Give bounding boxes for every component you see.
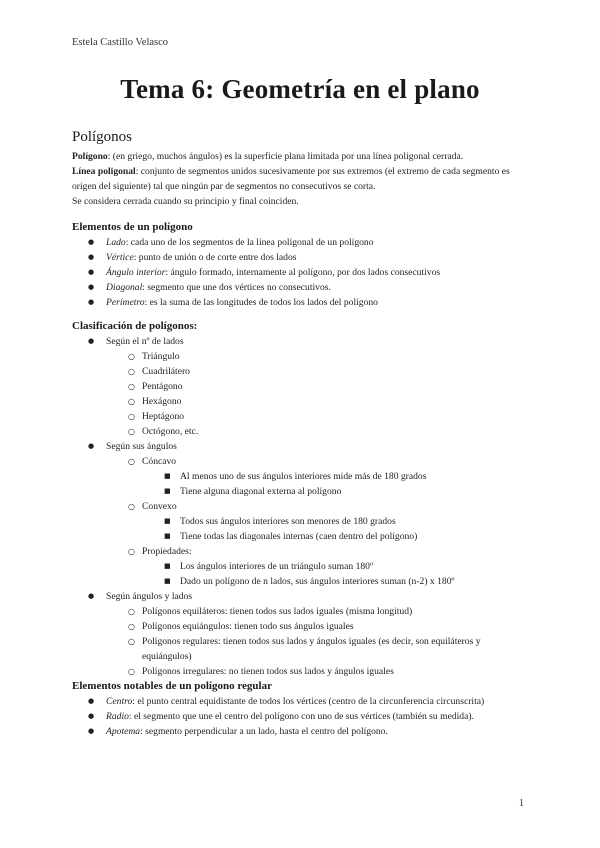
clasificacion-list [72,334,532,679]
lados-sublist [106,349,532,439]
list-item: ○ Pentágono [106,379,532,394]
angulos-lados-sublist [106,604,532,679]
list-item: ○ Propiedades: ■ Los ángulos interiores de un triángulo suman 180º ■ Dado un polígono de n lados, sus ángulos interiores suman (n-2) x 180º [106,544,532,589]
list-item: ● Perímetro: es la suma de las longitudes de todos los lados del polígono [72,295,532,310]
list-item: ■ Al menos uno de sus ángulos interiores mide más de 180 grados [142,469,532,484]
definition-linea-poligonal [72,164,532,194]
list-item: ● Radio: el segmento que une el centro del polígono con uno de sus vértices (también su medida). [72,709,502,724]
list-item: ■ Tiene alguna diagonal externa al polígono [142,484,532,499]
term-poligono: Polígono [72,151,108,162]
list-item: ● Diagonal: segmento que une dos vértices no consecutivos. [72,280,532,295]
convexo-sublist [142,514,532,544]
page-number: 1 [519,798,524,809]
list-item: ○ Triángulo [106,349,532,364]
author-name: Estela Castillo Velasco [72,37,169,48]
list-item: ○ Polígonos regulares: tienen todos sus lados y ángulos iguales (es decir, son equiláteros y equiángulos) [106,634,532,664]
list-item: ○ Octógono, etc. [106,424,532,439]
note-cerrada: Se considera cerrada cuando su principio y final coinciden. [72,196,299,207]
list-item: ■ Todos sus ángulos interiores son menores de 180 grados [142,514,532,529]
list-item: ■ Los ángulos interiores de un triángulo suman 180º [142,559,532,574]
list-item: ○ Polígonos irregulares: no tienen todos sus lados y ángulos iguales [106,664,532,679]
concavo-sublist [142,469,532,499]
document-body [72,128,532,739]
list-item: ● Según ángulos y lados ○ Polígonos equiláteros: tienen todos sus lados iguales (misma longitud) ○ Polígonos equiángulos: tienen todo sus ángulos iguales ○ Polígonos regulares: tienen todos sus lados y ángulos iguales (es decir, son equiláteros y equiángulos) ○ Polígonos irregulares: no tienen todos sus lados y ángulos iguales [72,589,532,679]
list-item: ■ Dado un polígono de n lados, sus ángulos interiores suman (n-2) x 180º [142,574,532,589]
propiedades-sublist [142,559,532,589]
list-item: ● Lado: cada uno de los segmentos de la línea poligonal de un polígono [72,235,532,250]
list-item: ● Según sus ángulos ○ Cóncavo ■ Al menos uno de sus ángulos interiores mide más de 180 grados ■ Tiene alguna diagonal externa al polígono ○ Convexo ■ Todos sus ángulos interiores son menores de 180 grados ■ Tiene todas las diagonales internas (caen dentro del polígono) ○ Propiedades: ■ Los ángulos interiores de un triángulo suman 180º ■ Dado un polígono de n lados, sus ángulos interiores suman (n-2) x 180º [72,439,532,589]
term-linea-poligonal: Línea poligonal [72,166,136,177]
list-item: ○ Convexo ■ Todos sus ángulos interiores son menores de 180 grados ■ Tiene todas las diagonales internas (caen dentro del polígono) [106,499,532,544]
elementos-list [72,235,532,310]
angulos-sublist [106,454,532,589]
notables-list [72,694,532,739]
list-item: ● Ángulo interior: ángulo formado, internamente al polígono, por dos lados consecutivos [72,265,532,280]
document-title: Tema 6: Geometría en el plano [120,74,480,104]
list-item: ○ Polígonos equiláteros: tienen todos sus lados iguales (misma longitud) [106,604,532,619]
list-item: ■ Tiene todas las diagonales internas (caen dentro del polígono) [142,529,532,544]
list-item: ○ Polígonos equiángulos: tienen todo sus ángulos iguales [106,619,532,634]
definition-poligono-text: : (en griego, muchos ángulos) es la superficie plana limitada por una línea poligonal cerrada. [107,151,464,162]
section-heading-clasificacion: Clasificación de polígonos: [72,320,198,332]
list-item: ○ Heptágono [106,409,532,424]
definition-poligono [72,149,532,164]
section-heading-elementos: Elementos de un polígono [72,221,193,233]
list-item: ● Vértice: punto de unión o de corte entre dos lados [72,250,532,265]
section-heading-poligonos: Polígonos [72,129,133,145]
section-heading-notables: Elementos notables de un polígono regular [72,680,272,692]
list-item: ○ Cuadrilátero [106,364,532,379]
list-item: ● Según el nº de lados ○ Triángulo ○ Cuadrilátero ○ Pentágono ○ Hexágono ○ Heptágono ○ Octógono, etc. [72,334,532,439]
list-item: ● Apotema: segmento perpendicular a un lado, hasta el centro del polígono. [72,724,502,739]
list-item: ○ Hexágono [106,394,532,409]
list-item: ○ Cóncavo ■ Al menos uno de sus ángulos interiores mide más de 180 grados ■ Tiene alguna diagonal externa al polígono [106,454,532,499]
definition-linea-poligonal-text: : conjunto de segmentos unidos sucesivamente por sus extremos (el extremo de cada segmento es origen del siguiente) tal que ningún par de segmentos no consecutivos se corta. [72,166,510,192]
list-item: ● Centro: el punto central equidistante de todos los vértices (centro de la circunferencia circunscrita) [72,694,502,709]
